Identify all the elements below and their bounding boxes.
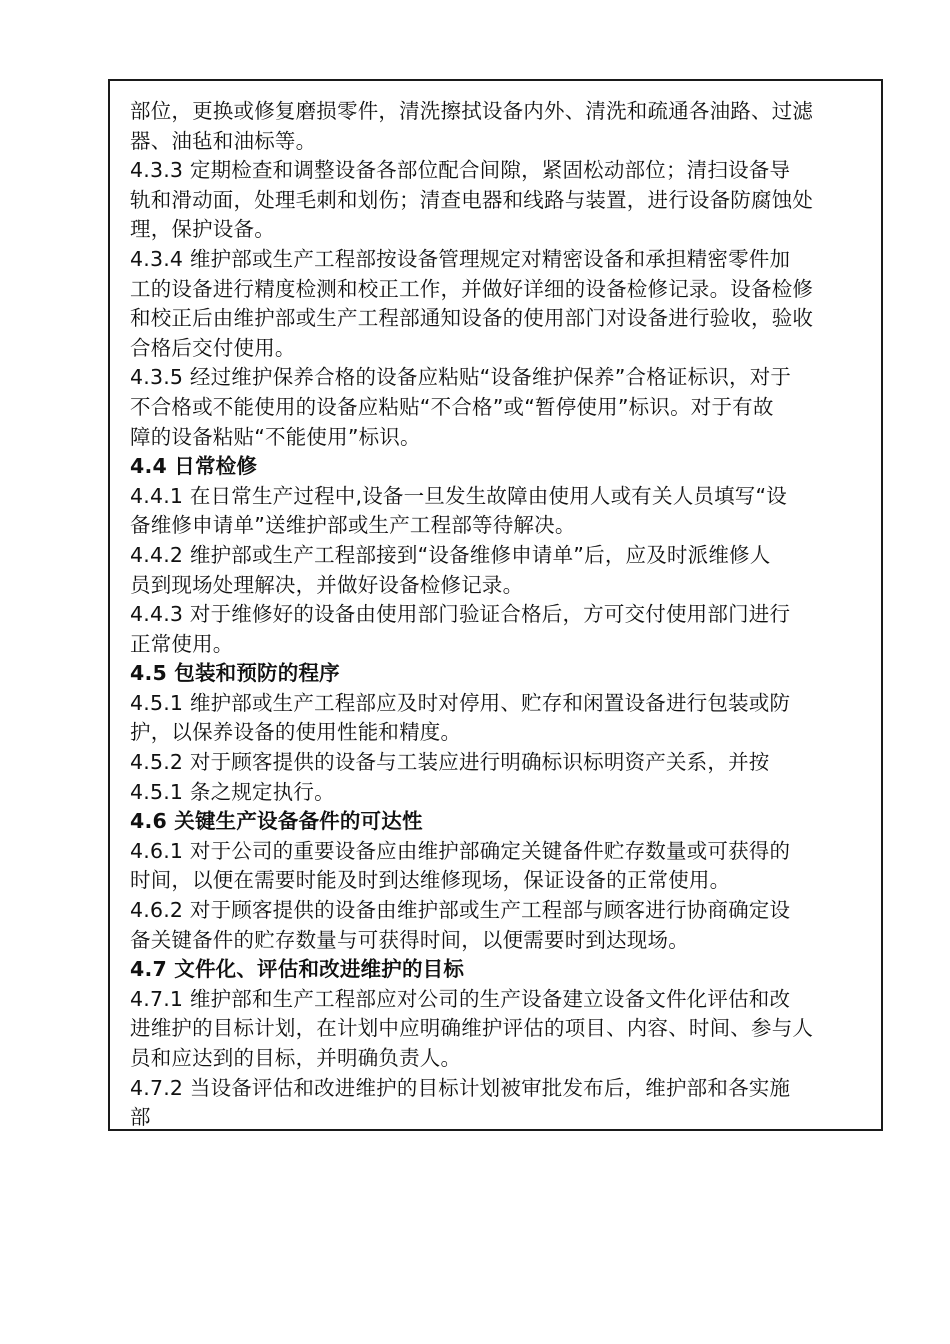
paragraph-line: 时间，以便在需要时能及时到达维修现场，保证设备的正常使用。 xyxy=(130,868,731,893)
paragraph-line: 4.5.1 条之规定执行。 xyxy=(130,779,335,804)
paragraph-line: 合格后交付使用。 xyxy=(130,335,296,360)
section-heading: 4.6 关键生产设备备件的可达性 xyxy=(130,809,423,834)
paragraph-line: 员和应达到的目标，并明确负责人。 xyxy=(130,1046,462,1070)
paragraph-line: 进维护的目标计划，在计划中应明确维护评估的项目、内容、时间、参与人 xyxy=(130,1016,814,1041)
paragraph-line: 部 xyxy=(130,1105,151,1130)
paragraph-line: 部位，更换或修复磨损零件，清洗擦拭设备内外、清洗和疏通各油路、过滤 xyxy=(130,99,814,123)
paragraph-line: 4.4.1 在日常生产过程中,设备一旦发生故障由使用人或有关人员填写“设 xyxy=(130,483,788,508)
section-heading: 4.5 包装和预防的程序 xyxy=(130,661,340,686)
paragraph-line: 4.5.1 维护部或生产工程部应及时对停用、贮存和闲置设备进行包装或防 xyxy=(130,690,791,715)
paragraph-line: 4.4.2 维护部或生产工程部接到“设备维修申请单”后，应及时派维修人 xyxy=(130,542,771,567)
paragraph-line: 不合格或不能使用的设备应粘贴“不合格”或“暂停使用”标识。对于有故 xyxy=(130,394,774,419)
paragraph-line: 障的设备粘贴“不能使用”标识。 xyxy=(130,424,421,449)
paragraph-line: 4.3.4 维护部或生产工程部按设备管理规定对精密设备和承担精密零件加 xyxy=(130,246,791,271)
paragraph-line: 员到现场处理解决，并做好设备检修记录。 xyxy=(130,572,524,597)
paragraph-line: 4.3.5 经过维护保养合格的设备应粘贴“设备维护保养”合格证标识，对于 xyxy=(130,365,792,390)
paragraph-line: 和校正后由维护部或生产工程部通知设备的使用部门对设备进行验收，验收 xyxy=(130,306,814,331)
paragraph-line: 正常使用。 xyxy=(130,631,234,656)
paragraph-line: 备维修申请单”送维护部或生产工程部等待解决。 xyxy=(130,513,576,538)
paragraph-line: 4.6.2 对于顾客提供的设备由维护部或生产工程部与顾客进行协商确定设 xyxy=(130,898,791,923)
paragraph-line: 4.7.1 维护部和生产工程部应对公司的生产设备建立设备文件化评估和改 xyxy=(130,986,791,1011)
paragraph-line: 4.4.3 对于维修好的设备由使用部门验证合格后，方可交付使用部门进行 xyxy=(130,602,791,627)
paragraph-line: 4.6.1 对于公司的重要设备应由维护部确定关键备件贮存数量或可获得的 xyxy=(130,838,791,863)
paragraph-line: 器、油毡和油标等。 xyxy=(130,128,317,153)
paragraph-line: 护，以保养设备的使用性能和精度。 xyxy=(130,720,462,745)
document-body xyxy=(130,97,867,1131)
paragraph-line: 4.5.2 对于顾客提供的设备与工装应进行明确标识标明资产关系，并按 xyxy=(130,750,770,775)
paragraph-line: 备关键备件的贮存数量与可获得时间，以便需要时到达现场。 xyxy=(130,927,689,952)
paragraph-line: 工的设备进行精度检测和校正工作，并做好详细的设备检修记录。设备检修 xyxy=(130,276,814,301)
paragraph-line: 轨和滑动面，处理毛刺和划伤；清查电器和线路与装置，进行设备防腐蚀处 xyxy=(130,187,814,212)
section-heading: 4.7 文件化、评估和改进维护的目标 xyxy=(130,957,465,982)
document-frame xyxy=(108,79,883,1131)
paragraph-line: 4.3.3 定期检查和调整设备各部位配合间隙，紧固松动部位；清扫设备导 xyxy=(130,158,791,183)
paragraph-line: 4.7.2 当设备评估和改进维护的目标计划被审批发布后，维护部和各实施 xyxy=(130,1075,791,1100)
paragraph-line: 理，保护设备。 xyxy=(130,217,275,242)
section-heading: 4.4 日常检修 xyxy=(130,454,258,479)
